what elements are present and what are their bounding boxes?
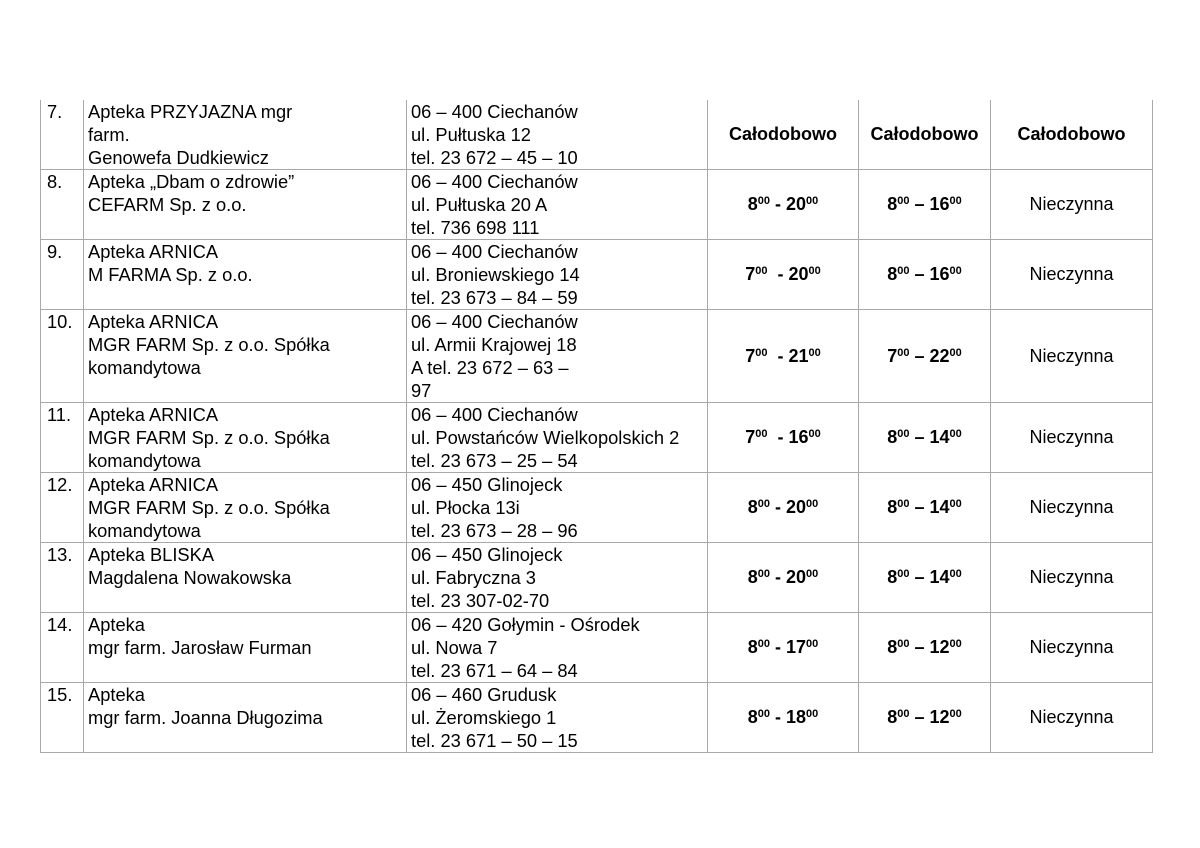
- row-number: 7.: [41, 100, 84, 170]
- open-hour: 8: [747, 707, 758, 727]
- address-line: tel. 23 671 – 64 – 84: [411, 660, 578, 681]
- open-minutes: 00: [897, 346, 910, 359]
- open-hour: 8: [887, 637, 898, 657]
- open-hour: 8: [747, 497, 758, 517]
- address-line: tel. 23 673 – 84 – 59: [411, 287, 578, 308]
- pharmacy-name-line: MGR FARM Sp. z o.o. Spółka: [88, 427, 330, 448]
- open-hour: 8: [747, 194, 758, 214]
- close-minutes: 00: [806, 195, 819, 207]
- address-line: ul. Broniewskiego 14: [411, 264, 580, 285]
- close-hour: 16: [929, 194, 950, 214]
- close-minutes: 00: [806, 708, 819, 720]
- pharmacy-address: [407, 240, 708, 310]
- close-minutes: 00: [808, 428, 821, 440]
- close-hour: 16: [788, 427, 809, 447]
- saturday-hours: [859, 683, 991, 753]
- saturday-hours: [859, 473, 991, 543]
- close-hour: 16: [929, 264, 950, 284]
- pharmacy-name-line: Apteka ARNICA: [88, 474, 219, 495]
- open-minutes: 00: [755, 265, 768, 277]
- pharmacy-name-line: komandytowa: [88, 450, 201, 471]
- table-row: [41, 543, 1153, 613]
- pharmacy-name-line: M FARMA Sp. z o.o.: [88, 264, 253, 285]
- open-hour: 7: [745, 427, 756, 447]
- address-line: 06 – 400 Ciechanów: [411, 311, 578, 332]
- table-row: [41, 100, 1153, 170]
- row-number: 9.: [41, 240, 84, 310]
- address-line: ul. Żeromskiego 1: [411, 707, 557, 728]
- close-hour: 20: [788, 264, 809, 284]
- address-line: 06 – 400 Ciechanów: [411, 101, 578, 122]
- hours-separator: –: [909, 497, 930, 517]
- pharmacy-address: [407, 100, 708, 170]
- pharmacy-name-line: farm.: [88, 124, 130, 145]
- close-minutes: 00: [806, 498, 819, 510]
- table-row: [41, 473, 1153, 543]
- row-number: 11.: [41, 403, 84, 473]
- address-line: tel. 736 698 111: [411, 217, 540, 238]
- close-hour: 22: [929, 345, 950, 366]
- close-hour: 17: [785, 637, 807, 657]
- close-hour: 20: [785, 497, 807, 517]
- open-hour: 8: [887, 194, 898, 214]
- pharmacy-name-line: MGR FARM Sp. z o.o. Spółka: [88, 334, 330, 355]
- hours-separator: –: [909, 194, 930, 214]
- pharmacy-name-line: Apteka ARNICA: [88, 404, 219, 425]
- close-minutes: 00: [806, 568, 819, 580]
- sunday-hours: Nieczynna: [991, 473, 1153, 543]
- open-minutes: 00: [897, 708, 910, 720]
- address-line: ul. Płocka 13i: [411, 497, 520, 518]
- address-line: ul. Fabryczna 3: [411, 567, 536, 588]
- pharmacy-address: [407, 473, 708, 543]
- row-number: 10.: [41, 310, 84, 403]
- close-hour: 20: [785, 194, 807, 214]
- address-line: 06 – 420 Gołymin - Ośrodek: [411, 614, 640, 635]
- hours-separator: –: [909, 345, 930, 366]
- pharmacy-address: [407, 310, 708, 403]
- pharmacy-name: [84, 543, 407, 613]
- pharmacy-address: [407, 613, 708, 683]
- pharmacy-address: [407, 683, 708, 753]
- open-minutes: 00: [757, 498, 770, 510]
- address-line: tel. 23 671 – 50 – 15: [411, 730, 578, 751]
- hours-separator: –: [909, 637, 930, 657]
- open-minutes: 00: [757, 195, 770, 207]
- close-minutes: 00: [808, 346, 821, 359]
- address-line: tel. 23 673 – 28 – 96: [411, 520, 578, 541]
- hours-separator: -: [769, 637, 786, 657]
- weekday-hours: [708, 310, 859, 403]
- sunday-hours: Nieczynna: [991, 543, 1153, 613]
- close-hour: 14: [929, 497, 950, 517]
- weekday-hours: [708, 543, 859, 613]
- pharmacy-name-line: MGR FARM Sp. z o.o. Spółka: [88, 497, 330, 518]
- table-row: [41, 170, 1153, 240]
- saturday-hours: [859, 613, 991, 683]
- saturday-hours: [859, 543, 991, 613]
- open-hour: 8: [747, 637, 758, 657]
- pharmacy-name-line: Genowefa Dudkiewicz: [88, 147, 269, 168]
- pharmacy-name-line: komandytowa: [88, 357, 201, 378]
- address-line: 06 – 460 Grudusk: [411, 684, 557, 705]
- pharmacy-name: [84, 310, 407, 403]
- close-hour: 14: [929, 427, 950, 447]
- weekday-hours: [708, 613, 859, 683]
- address-line: 97: [411, 380, 432, 401]
- table-body: [41, 100, 1153, 753]
- sunday-hours: Nieczynna: [991, 403, 1153, 473]
- pharmacy-name: [84, 240, 407, 310]
- open-minutes: 00: [757, 708, 770, 720]
- pharmacy-name-line: CEFARM Sp. z o.o.: [88, 194, 247, 215]
- row-number: 8.: [41, 170, 84, 240]
- table-row: [41, 310, 1153, 403]
- close-minutes: 00: [949, 265, 962, 277]
- weekday-hours: [708, 240, 859, 310]
- pharmacy-name-line: Apteka ARNICA: [88, 241, 219, 262]
- open-hour: 8: [887, 567, 898, 587]
- table-row: [41, 403, 1153, 473]
- hours-separator: -: [767, 345, 789, 366]
- table-row: [41, 613, 1153, 683]
- pharmacy-name-line: Apteka PRZYJAZNA mgr: [88, 101, 293, 122]
- row-number: 15.: [41, 683, 84, 753]
- close-hour: 12: [929, 637, 950, 657]
- pharmacy-name-line: mgr farm. Joanna Długozima: [88, 707, 323, 728]
- open-minutes: 00: [757, 638, 770, 650]
- open-hour: 8: [747, 567, 758, 587]
- table-row: [41, 240, 1153, 310]
- pharmacy-name-line: Apteka ARNICA: [88, 311, 219, 332]
- close-hour: 14: [929, 567, 950, 587]
- open-minutes: 00: [897, 428, 910, 440]
- close-minutes: 00: [949, 346, 962, 359]
- close-hour: 21: [788, 345, 809, 366]
- open-hour: 7: [745, 345, 756, 366]
- open-minutes: 00: [757, 568, 770, 580]
- address-line: ul. Pułtuska 12: [411, 124, 531, 145]
- close-minutes: 00: [806, 638, 819, 650]
- pharmacy-name-line: komandytowa: [88, 520, 201, 541]
- hours-separator: –: [909, 427, 930, 447]
- pharmacy-name-line: mgr farm. Jarosław Furman: [88, 637, 312, 658]
- row-number: 13.: [41, 543, 84, 613]
- open-minutes: 00: [897, 568, 910, 580]
- close-minutes: 00: [808, 265, 821, 277]
- address-line: 06 – 400 Ciechanów: [411, 404, 578, 425]
- sunday-hours: Nieczynna: [991, 170, 1153, 240]
- pharmacy-name-line: Magdalena Nowakowska: [88, 567, 292, 588]
- pharmacy-name: [84, 613, 407, 683]
- open-minutes: 00: [897, 195, 910, 207]
- close-minutes: 00: [949, 428, 962, 440]
- saturday-hours: [859, 170, 991, 240]
- sunday-hours: Całodobowo: [991, 100, 1153, 170]
- address-line: ul. Armii Krajowej 18: [411, 334, 577, 355]
- pharmacy-name: [84, 170, 407, 240]
- hours-separator: -: [767, 427, 789, 447]
- sunday-hours: Nieczynna: [991, 310, 1153, 403]
- pharmacy-address: [407, 170, 708, 240]
- table-row: [41, 683, 1153, 753]
- sunday-hours: Nieczynna: [991, 240, 1153, 310]
- pharmacy-name: [84, 473, 407, 543]
- pharmacy-name-line: Apteka BLISKA: [88, 544, 215, 565]
- close-minutes: 00: [949, 195, 962, 207]
- open-hour: 8: [887, 264, 898, 284]
- hours-separator: -: [767, 264, 789, 284]
- address-line: 06 – 400 Ciechanów: [411, 241, 578, 262]
- open-hour: 8: [887, 707, 898, 727]
- address-line: tel. 23 307-02-70: [411, 590, 550, 611]
- address-line: tel. 23 672 – 45 – 10: [411, 147, 578, 168]
- pharmacy-name-line: Apteka „Dbam o zdrowie”: [88, 171, 295, 192]
- pharmacy-name: [84, 100, 407, 170]
- address-line: tel. 23 673 – 25 – 54: [411, 450, 578, 471]
- hours-separator: –: [909, 707, 930, 727]
- pharmacy-name: [84, 683, 407, 753]
- close-minutes: 00: [949, 498, 962, 510]
- pharmacy-address: [407, 543, 708, 613]
- address-line: A tel. 23 672 – 63 –: [411, 357, 569, 378]
- weekday-hours: [708, 170, 859, 240]
- pharmacy-name-line: Apteka: [88, 684, 145, 705]
- address-line: 06 – 450 Glinojeck: [411, 474, 563, 495]
- row-number: 14.: [41, 613, 84, 683]
- hours-separator: -: [769, 497, 786, 517]
- address-line: 06 – 450 Glinojeck: [411, 544, 563, 565]
- saturday-hours: [859, 240, 991, 310]
- pharmacy-hours-table: [40, 100, 1153, 753]
- open-minutes: 00: [897, 638, 910, 650]
- weekday-hours: [708, 683, 859, 753]
- close-minutes: 00: [949, 568, 962, 580]
- open-hour: 8: [887, 427, 898, 447]
- close-hour: 12: [929, 707, 950, 727]
- saturday-hours: [859, 403, 991, 473]
- close-minutes: 00: [949, 638, 962, 650]
- weekday-hours: Całodobowo: [708, 100, 859, 170]
- hours-separator: -: [769, 707, 786, 727]
- saturday-hours: [859, 310, 991, 403]
- weekday-hours: [708, 403, 859, 473]
- close-minutes: 00: [949, 708, 962, 720]
- open-hour: 7: [887, 345, 898, 366]
- open-minutes: 00: [897, 498, 910, 510]
- close-hour: 18: [785, 707, 807, 727]
- sunday-hours: Nieczynna: [991, 683, 1153, 753]
- row-number: 12.: [41, 473, 84, 543]
- hours-separator: -: [769, 567, 786, 587]
- pharmacy-name-line: Apteka: [88, 614, 145, 635]
- hours-separator: –: [909, 567, 930, 587]
- saturday-hours: Całodobowo: [859, 100, 991, 170]
- address-line: ul. Powstańców Wielkopolskich 2: [411, 427, 680, 448]
- pharmacy-address: [407, 403, 708, 473]
- pharmacy-name: [84, 403, 407, 473]
- address-line: ul. Nowa 7: [411, 637, 498, 658]
- sunday-hours: Nieczynna: [991, 613, 1153, 683]
- open-hour: 8: [887, 497, 898, 517]
- open-hour: 7: [745, 264, 756, 284]
- weekday-hours: [708, 473, 859, 543]
- address-line: ul. Pułtuska 20 A: [411, 194, 548, 215]
- address-line: 06 – 400 Ciechanów: [411, 171, 578, 192]
- close-hour: 20: [785, 567, 807, 587]
- open-minutes: 00: [897, 265, 910, 277]
- open-minutes: 00: [755, 428, 768, 440]
- hours-separator: -: [769, 194, 786, 214]
- hours-separator: –: [909, 264, 930, 284]
- open-minutes: 00: [755, 346, 768, 359]
